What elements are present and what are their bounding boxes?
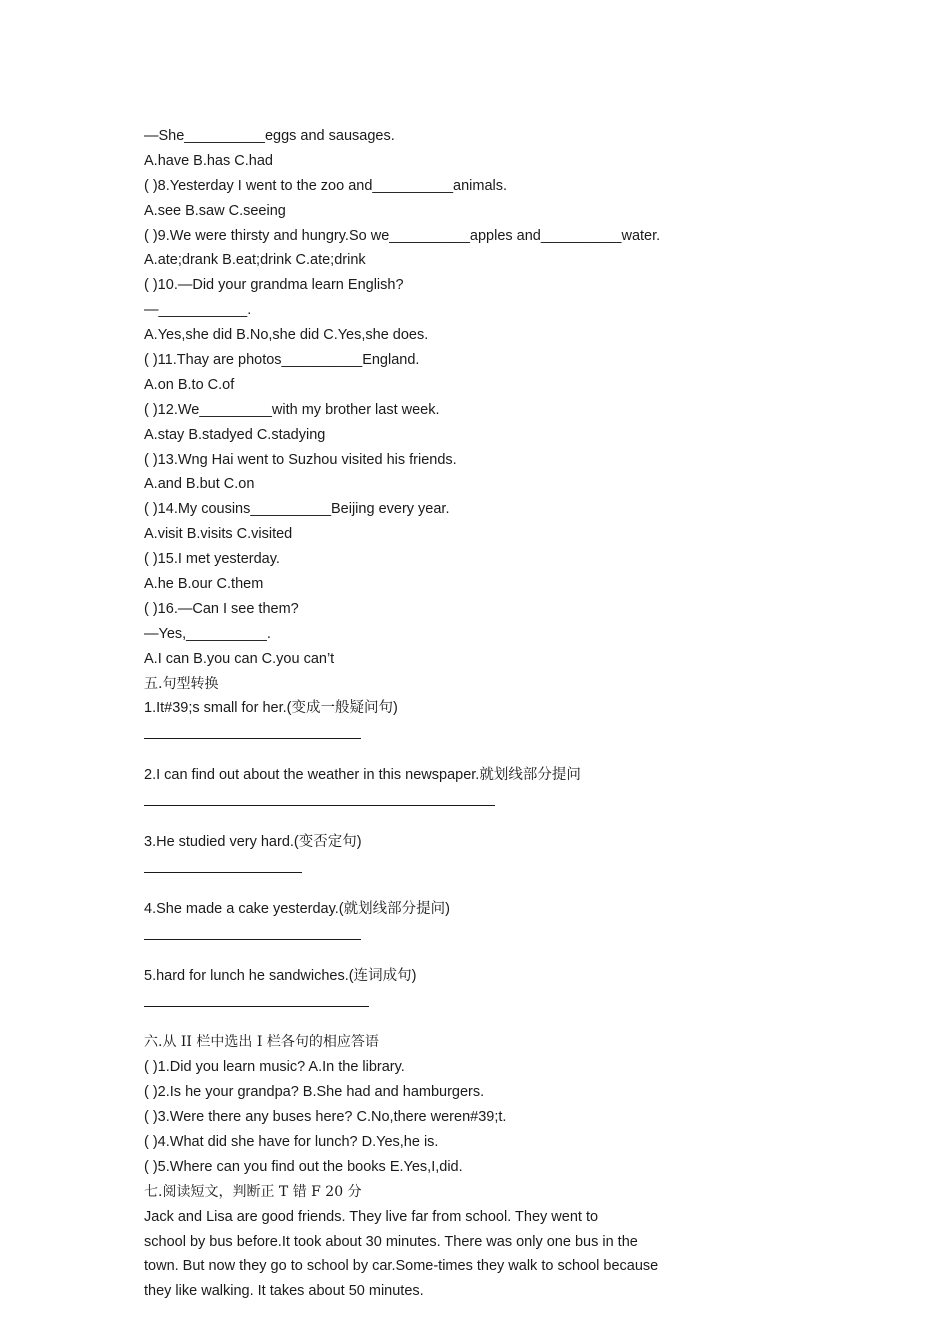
section-6-heading: 六.从 II 栏中选出 I 栏各句的相应答语 <box>144 1034 379 1051</box>
question-12-options: A.stay B.stadyed C.stadying <box>144 426 326 443</box>
question-14-options: A.visit B.visits C.visited <box>144 526 293 543</box>
document-body <box>144 124 844 1304</box>
match-5: ( )5.Where can you find out the books E.Yes,I,did. <box>144 1158 463 1175</box>
question-7-answer-line: —She__________eggs and sausages. <box>144 128 395 144</box>
transform-1: 1.It#39;s small for her.(变成一般疑问句) <box>144 700 398 717</box>
answer-blank-4 <box>144 939 844 964</box>
passage-line-3: town. But now they go to school by car.Some-times they walk to school because <box>144 1258 659 1275</box>
question-13: ( )13.Wng Hai went to Suzhou visited his friends. <box>144 451 457 468</box>
answer-rule <box>144 872 302 873</box>
answer-rule <box>144 1006 369 1007</box>
question-10-options: A.Yes,she did B.No,she did C.Yes,she does. <box>144 327 429 344</box>
question-9: ( )9.We were thirsty and hungry.So we__________apples and__________water. <box>144 227 661 244</box>
answer-rule <box>144 738 361 739</box>
question-11: ( )11.Thay are photos__________England. <box>144 352 420 369</box>
answer-blank-3 <box>144 872 844 897</box>
question-16-answer-line: —Yes,__________. <box>144 625 271 642</box>
answer-rule <box>144 939 361 940</box>
transform-3: 3.He studied very hard.(变否定句) <box>144 834 362 851</box>
transform-4: 4.She made a cake yesterday.(就划线部分提问) <box>144 900 450 917</box>
question-16-options: A.I can B.you can C.you can’t <box>144 650 335 667</box>
question-10-answer-line: —___________. <box>144 302 252 319</box>
passage-line-4: they like walking. It takes about 50 minutes. <box>144 1283 424 1300</box>
transform-2: 2.I can find out about the weather in this newspaper.就划线部分提问 <box>144 767 581 784</box>
question-8: ( )8.Yesterday I went to the zoo and__________animals. <box>144 177 508 194</box>
passage-line-1: Jack and Lisa are good friends. They live far from school. They went to <box>144 1208 599 1225</box>
question-15-options: A.he B.our C.them <box>144 576 264 593</box>
question-12: ( )12.We_________with my brother last week. <box>144 401 440 418</box>
section-7-heading: 七.阅读短文，判断正 T 错 F 20 分 <box>144 1183 362 1200</box>
match-1: ( )1.Did you learn music? A.In the library. <box>144 1059 405 1076</box>
answer-blank-5 <box>144 1006 844 1031</box>
question-14: ( )14.My cousins__________Beijing every year. <box>144 501 450 518</box>
answer-blank-2 <box>144 805 844 830</box>
section-5-heading: 五.句型转换 <box>144 675 219 692</box>
question-11-options: A.on B.to C.of <box>144 376 235 393</box>
transform-5: 5.hard for lunch he sandwiches.(连词成句) <box>144 967 417 984</box>
match-4: ( )4.What did she have for lunch? D.Yes,he is. <box>144 1133 439 1150</box>
match-3: ( )3.Were there any buses here? C.No,there weren#39;t. <box>144 1109 507 1126</box>
question-15: ( )15.I met yesterday. <box>144 551 280 568</box>
passage-line-2: school by bus before.It took about 30 minutes. There was only one bus in the <box>144 1233 638 1250</box>
question-10: ( )10.—Did your grandma learn English? <box>144 277 404 294</box>
answer-blank-1 <box>144 738 844 763</box>
question-16: ( )16.—Can I see them? <box>144 600 299 617</box>
match-2: ( )2.Is he your grandpa? B.She had and hamburgers. <box>144 1084 485 1101</box>
question-13-options: A.and B.but C.on <box>144 476 255 493</box>
question-7-options: A.have B.has C.had <box>144 152 273 169</box>
answer-rule <box>144 805 495 806</box>
question-9-options: A.ate;drank B.eat;drink C.ate;drink <box>144 252 366 269</box>
question-8-options: A.see B.saw C.seeing <box>144 202 286 219</box>
